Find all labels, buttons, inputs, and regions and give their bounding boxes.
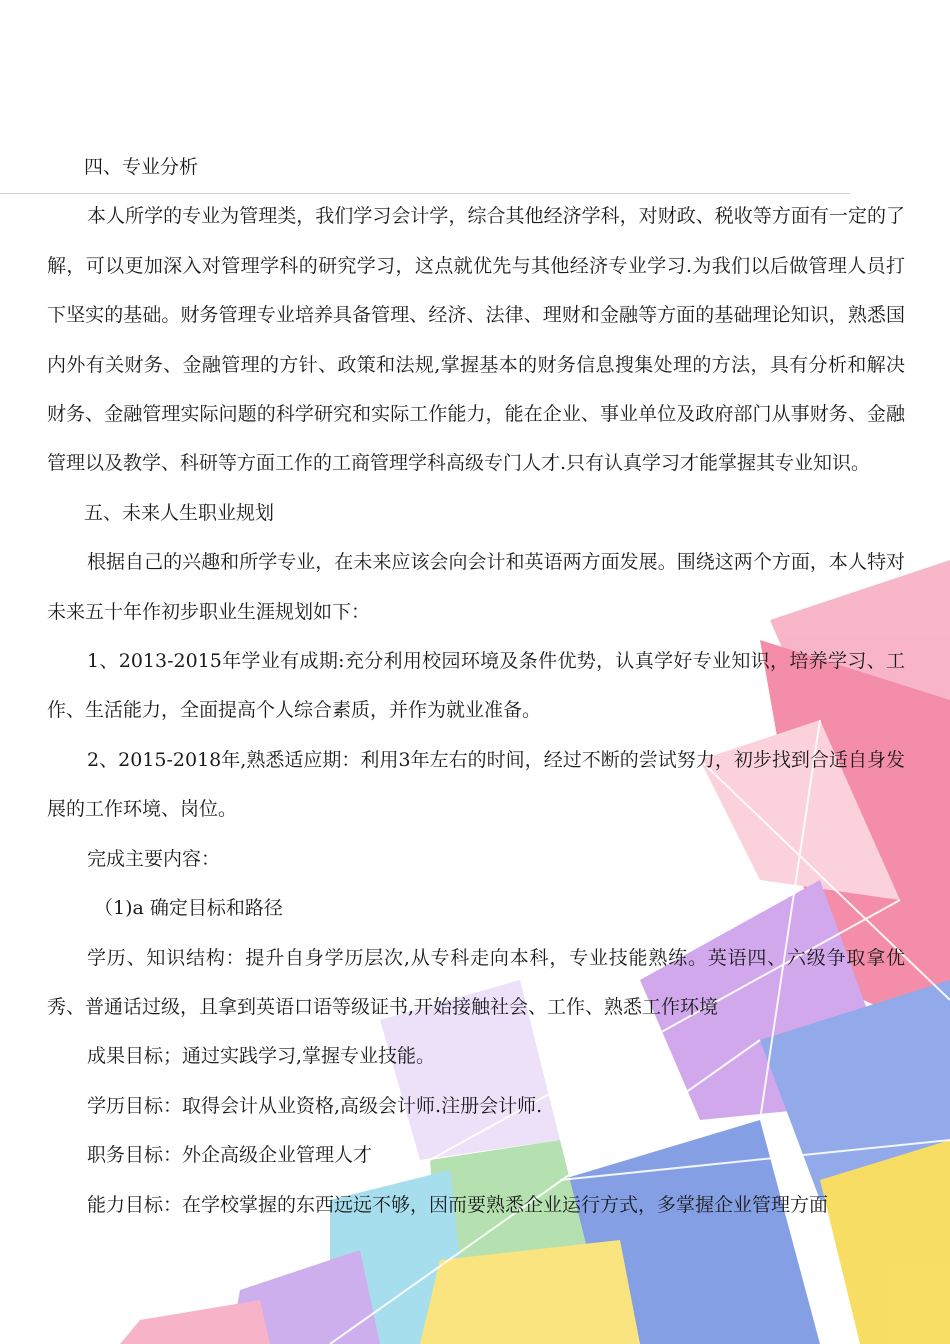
stage-1-paragraph: 1、2013-2015年学业有成期:充分利用校园环境及条件优势，认真学好专业知识，培养学习、工作、生活能力，全面提高个人综合素质，并作为就业准备。 — [47, 650, 905, 722]
section-4-paragraph: 本人所学的专业为管理类，我们学习会计学，综合其他经济学科，对财政、税收等方面有一定的了解，可以更加深入对管理学科的研究学习，这点就优先与其他经济专业学习.为我们以后做管理人员打下坚实的基础。财务管理专业培养具备管理、经济、法律、理财和金融等方面的基础理论知识，熟悉国内外有关财务、金融管理的方针、政策和法规,掌握基本的财务信息搜集处理的方法，具有分析和解决财务、金融管理实际问题的科学研究和实际工作能力，能在企业、事业单位及政府部门从事财务、金融管理以及教学、科研等方面工作的工商管理学科高级专门人才.只有认真学习才能掌握其专业知识。 — [47, 205, 905, 475]
document-body — [47, 143, 905, 1230]
section-5-heading: 五、未来人生职业规划 — [84, 501, 275, 524]
education-goal-line: 学历目标：取得会计从业资格,高级会计师.注册会计师. — [87, 1094, 543, 1117]
education-knowledge-paragraph: 学历、知识结构：提升自身学历层次,从专科走向本科，专业技能熟练。英语四、六级争取拿优秀、普通话过级，且拿到英语口语等级证书,开始接触社会、工作、熟悉工作环境 — [47, 946, 905, 1018]
section-5-intro-paragraph: 根据自己的兴趣和所学专业，在未来应该会向会计和英语两方面发展。围绕这两个方面，本人特对未来五十年作初步职业生涯规划如下： — [47, 551, 905, 623]
stage-2-paragraph: 2、2015-2018年,熟悉适应期：利用3年左右的时间，经过不断的尝试努力，初步找到合适自身发展的工作环境、岗位。 — [47, 748, 905, 821]
ability-goal-line: 能力目标：在学校掌握的东西远远不够，因而要熟悉企业运行方式，多掌握企业管理方面 — [87, 1193, 829, 1216]
item-1a-label: （1)a 确定目标和路径 — [94, 897, 283, 920]
result-goal-line: 成果目标；通过实践学习,掌握专业技能。 — [87, 1045, 436, 1068]
pink-shard-bottom-left — [120, 1300, 270, 1344]
position-goal-line: 职务目标：外企高级企业管理人才 — [87, 1144, 373, 1167]
section-4-heading: 四、专业分析 — [84, 156, 199, 178]
main-content-label: 完成主要内容： — [87, 847, 221, 870]
